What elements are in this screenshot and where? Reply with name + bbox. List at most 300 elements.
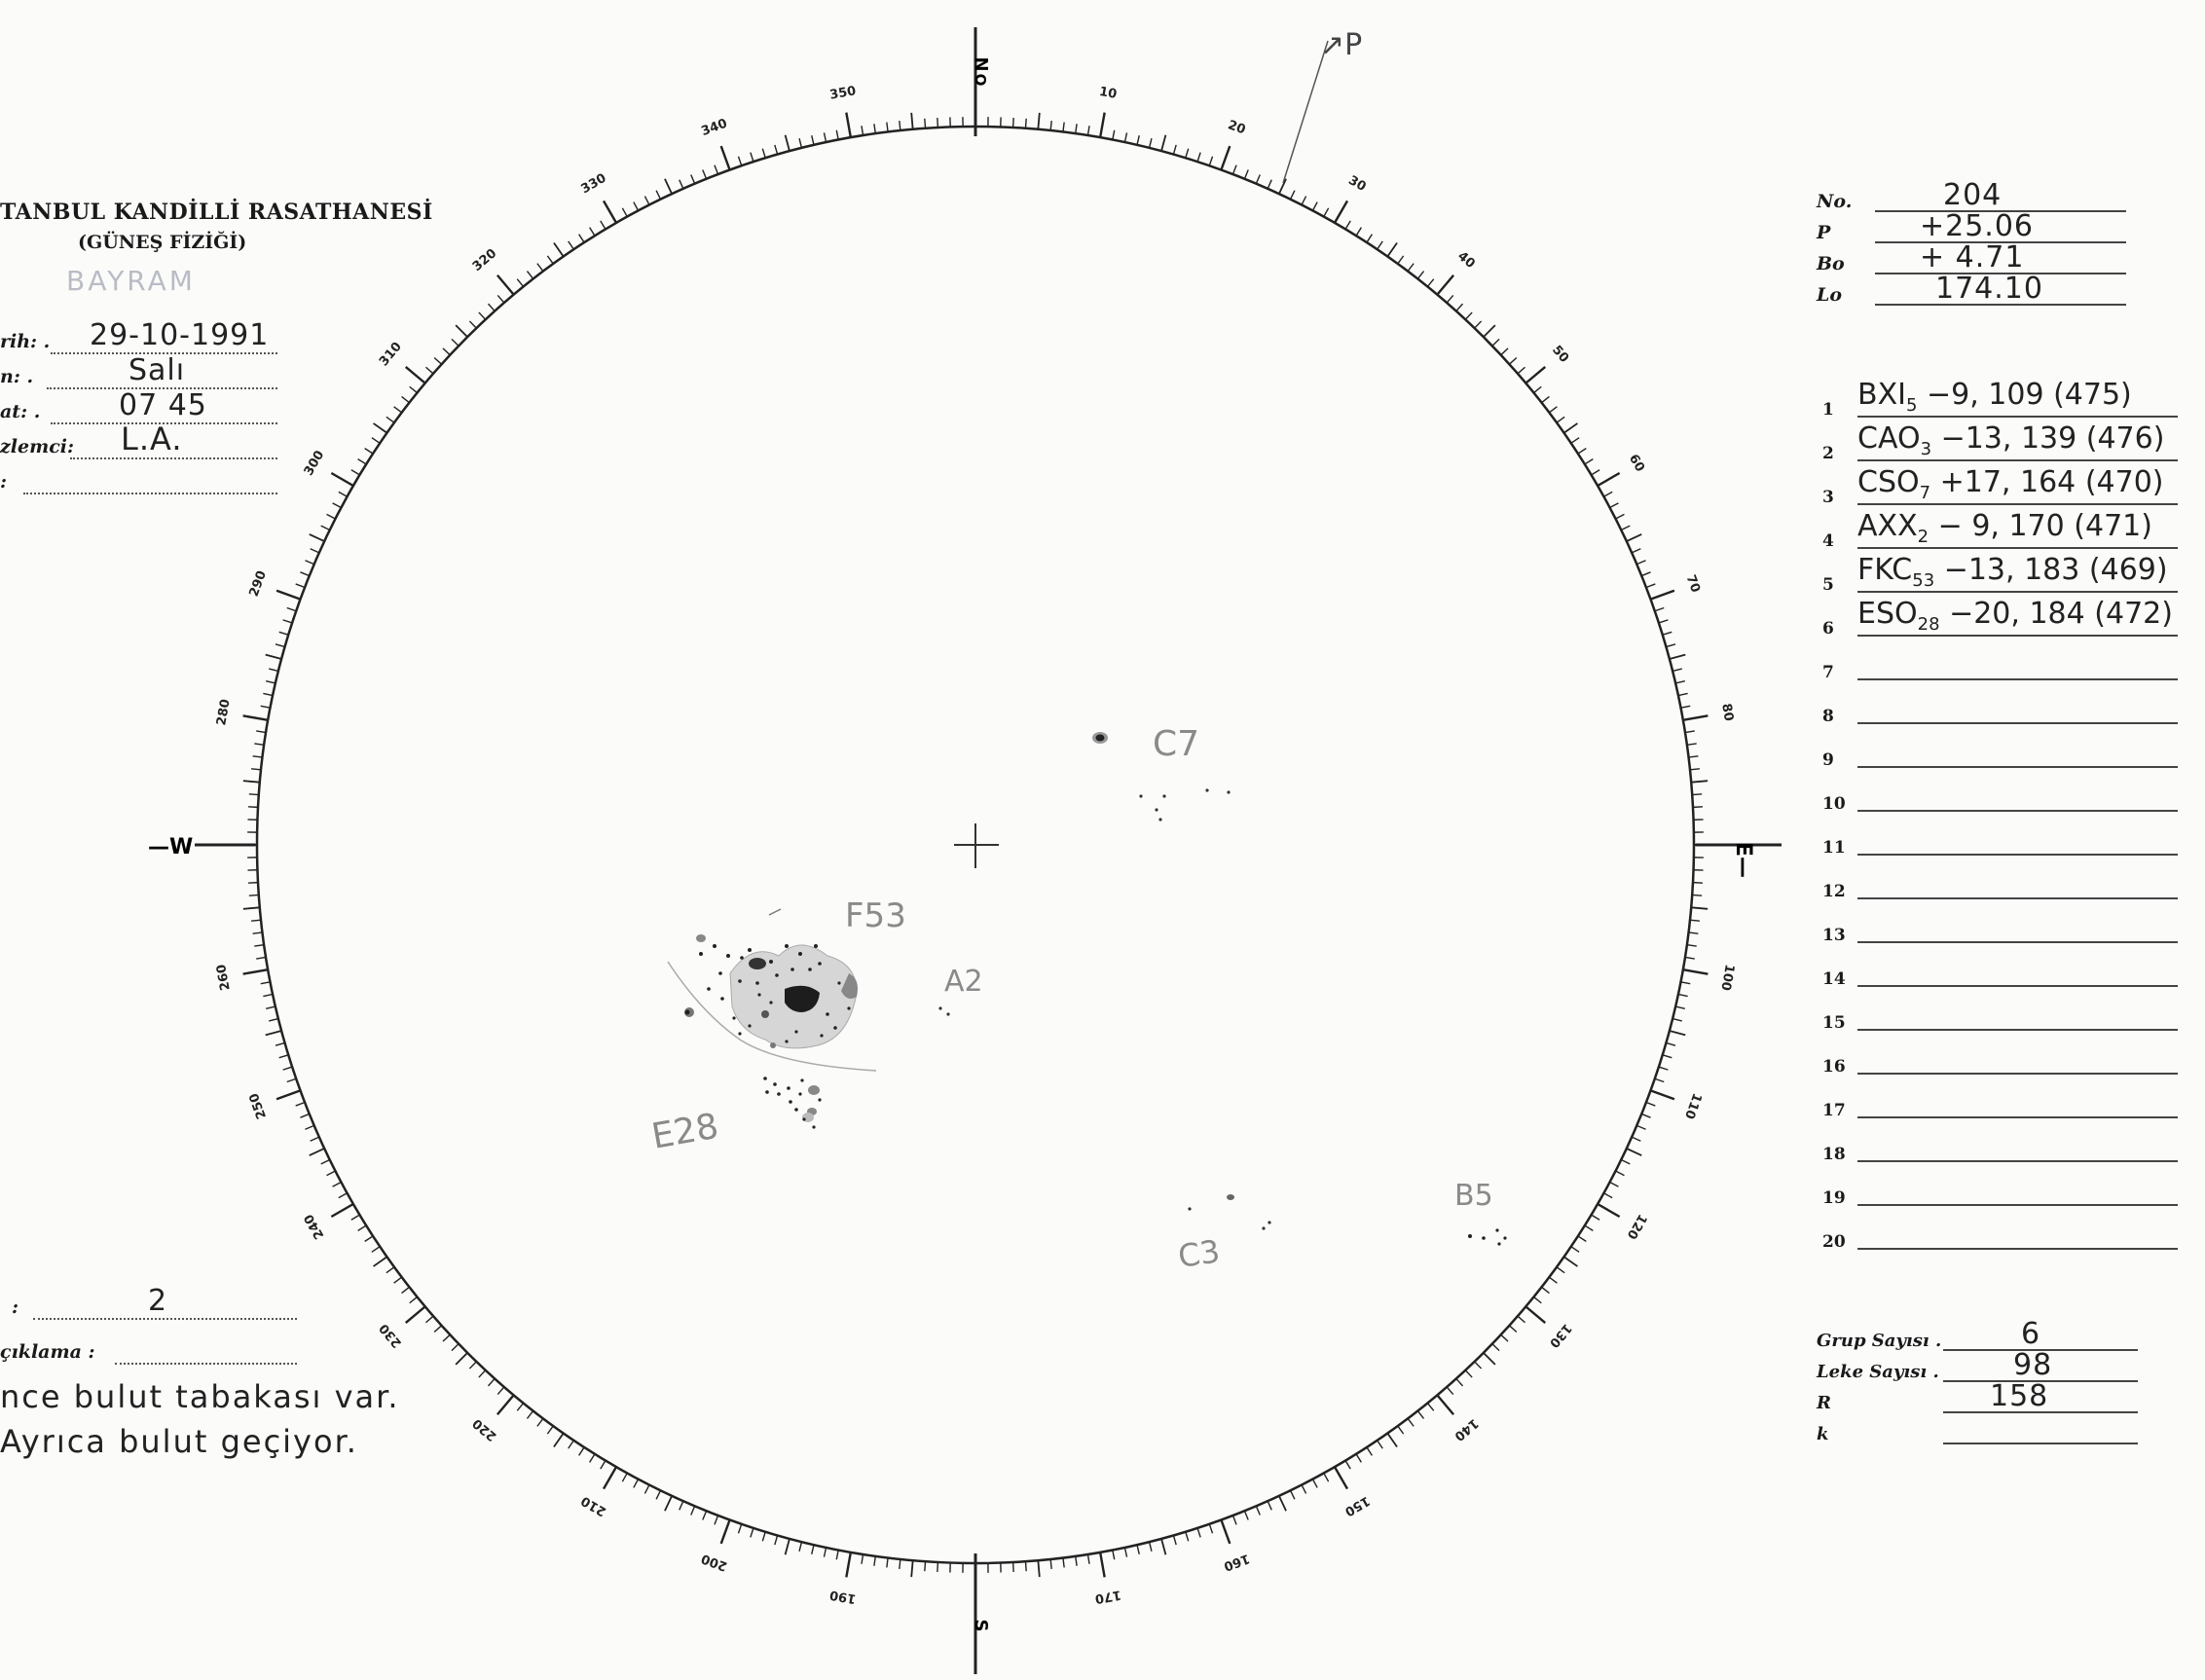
degree-label: 130	[1546, 1320, 1575, 1351]
degree-tick	[1663, 632, 1672, 635]
field-quality: : 2	[0, 1287, 297, 1326]
degree-tick	[1578, 449, 1586, 454]
degree-tick	[339, 492, 348, 496]
degree-tick	[1345, 221, 1350, 230]
degree-tick	[622, 208, 627, 217]
group-row: 18	[1822, 1129, 2178, 1168]
degree-label: 110	[1681, 1090, 1705, 1121]
degree-tick	[1650, 1090, 1673, 1099]
degree-tick	[1627, 1149, 1641, 1155]
degree-tick	[547, 256, 553, 264]
degree-tick	[269, 669, 278, 671]
degree-tick	[1244, 169, 1248, 178]
degree-tick	[1256, 174, 1260, 183]
degree-label: 100	[1717, 963, 1737, 992]
degree-label: 160	[1221, 1551, 1252, 1574]
south-label: S	[971, 1619, 991, 1632]
degree-tick	[1678, 693, 1688, 695]
field-day: n: . Salı	[0, 356, 277, 395]
degree-tick	[279, 1055, 289, 1058]
degree-label: 230	[376, 1320, 405, 1351]
spot-label-e28: E28	[648, 1106, 722, 1157]
degree-label: 70	[1682, 572, 1703, 595]
degree-tick	[1603, 1193, 1612, 1198]
degree-tick	[287, 1078, 296, 1081]
degree-tick	[1087, 126, 1089, 135]
degree-tick	[1013, 1562, 1014, 1572]
degree-tick	[874, 124, 875, 133]
degree-tick	[1038, 113, 1039, 129]
degree-tick	[1690, 769, 1700, 770]
degree-tick	[266, 655, 281, 659]
param-bo-value: + 4.71	[1920, 240, 2025, 274]
degree-tick	[1675, 1006, 1685, 1008]
degree-tick	[266, 681, 276, 683]
degree-tick	[1501, 1334, 1508, 1341]
degree-tick	[456, 1353, 467, 1365]
degree-tick	[590, 1454, 595, 1462]
degree-tick	[1221, 1519, 1230, 1543]
degree-tick	[1113, 130, 1115, 140]
degree-tick	[305, 561, 313, 565]
degree-tick	[1542, 396, 1550, 402]
degree-tick	[1063, 123, 1064, 132]
degree-tick	[266, 1006, 276, 1008]
degree-tick	[276, 1090, 300, 1099]
degree-label: 220	[469, 1415, 500, 1444]
degree-tick	[590, 228, 595, 236]
degree-tick	[911, 113, 912, 129]
degree-tick	[537, 1418, 543, 1426]
degree-label: 40	[1454, 248, 1478, 272]
degree-tick	[1585, 1225, 1593, 1230]
degree-tick	[1685, 957, 1695, 959]
group-row: 13	[1822, 910, 2178, 949]
degree-label: 350	[828, 84, 858, 103]
degree-tick	[452, 339, 459, 346]
degree-tick	[604, 201, 616, 223]
degree-tick	[644, 1485, 649, 1494]
spot-label-c7: C7	[1153, 724, 1200, 764]
degree-tick	[1693, 883, 1703, 884]
degree-tick	[775, 1535, 778, 1545]
degree-tick	[1680, 706, 1690, 708]
degree-tick	[311, 549, 319, 553]
degree-tick	[1672, 1019, 1682, 1021]
degree-tick	[762, 149, 765, 159]
degree-tick	[425, 367, 433, 374]
degree-tick	[1621, 526, 1630, 530]
degree-tick	[351, 1215, 360, 1220]
group-row: 19	[1822, 1173, 2178, 1212]
group-row: 17	[1822, 1085, 2178, 1124]
degree-tick	[1232, 1516, 1236, 1524]
degree-tick	[1456, 1378, 1463, 1385]
field-time-value: 07 45	[119, 388, 207, 422]
degree-tick	[1542, 1287, 1550, 1293]
degree-tick	[1598, 473, 1620, 486]
degree-tick	[1571, 438, 1579, 444]
spot-label-c3: C3	[1175, 1232, 1223, 1275]
field-day-value: Salı	[129, 353, 186, 387]
degree-tick	[862, 1554, 864, 1564]
sunspot-group-a2	[938, 1006, 949, 1015]
degree-tick	[1378, 1441, 1383, 1448]
degree-tick	[1232, 165, 1236, 174]
param-p: P +25.06	[1817, 216, 2126, 247]
degree-tick	[1549, 1277, 1557, 1283]
degree-label: 300	[301, 448, 328, 479]
degree-tick	[1186, 149, 1189, 159]
north-label: N	[971, 56, 991, 72]
degree-tick	[1475, 1362, 1482, 1369]
degree-label: 250	[246, 1090, 270, 1121]
degree-tick	[1683, 715, 1709, 720]
degree-tick	[1492, 339, 1499, 346]
degree-tick	[1279, 179, 1286, 194]
degree-tick	[254, 945, 264, 946]
group-row: 10	[1822, 779, 2178, 818]
group-row: 20	[1822, 1217, 2178, 1256]
degree-tick	[1534, 386, 1542, 392]
degree-tick	[321, 1160, 330, 1164]
degree-tick	[925, 119, 926, 128]
degree-tick	[1456, 304, 1463, 310]
degree-tick	[1610, 503, 1619, 508]
degree-tick	[287, 607, 296, 610]
degree-tick	[751, 153, 753, 163]
degree-tick	[1691, 907, 1708, 908]
degree-tick	[479, 312, 486, 319]
degree-tick	[1100, 1552, 1105, 1578]
degree-label: 340	[699, 116, 730, 139]
degree-tick	[1687, 945, 1697, 946]
degree-tick	[1655, 1078, 1664, 1081]
degree-tick	[1636, 1125, 1645, 1129]
degree-tick	[251, 769, 261, 770]
degree-tick	[579, 1447, 584, 1455]
degree-tick	[1312, 202, 1317, 211]
degree-tick	[327, 1171, 336, 1176]
group-row: 8	[1822, 691, 2178, 730]
degree-tick	[402, 1287, 410, 1293]
degree-tick	[836, 130, 838, 140]
degree-tick	[1268, 180, 1271, 189]
comment-line-2: Ayrıca bulut geçiyor.	[0, 1423, 358, 1460]
degree-tick	[1025, 1561, 1026, 1571]
degree-label: 290	[246, 568, 270, 600]
degree-tick	[300, 1114, 309, 1117]
degree-tick	[1076, 124, 1077, 133]
field-date: rih: . 29-10-1991	[0, 321, 277, 360]
degree-tick	[1663, 1055, 1672, 1058]
degree-tick	[434, 357, 441, 364]
degree-tick	[874, 1556, 875, 1566]
degree-tick	[269, 1019, 278, 1021]
degree-tick	[517, 279, 523, 287]
degree-tick	[305, 1125, 313, 1129]
degree-tick	[1398, 1426, 1404, 1434]
sunspot-group-f53	[684, 909, 858, 1048]
degree-tick	[554, 1434, 564, 1447]
degree-tick	[1050, 1559, 1051, 1569]
degree-tick	[311, 1137, 319, 1141]
degree-tick	[365, 1236, 373, 1241]
spot-label-b5: B5	[1454, 1179, 1493, 1213]
degree-tick	[406, 1306, 425, 1323]
degree-tick	[1124, 132, 1126, 142]
degree-tick	[1592, 470, 1600, 475]
degree-tick	[1492, 1344, 1499, 1351]
param-lo: Lo 174.10	[1817, 278, 2126, 310]
degree-tick	[925, 1561, 926, 1571]
degree-tick	[1525, 1306, 1545, 1323]
degree-tick	[751, 1528, 753, 1538]
degree-tick	[1137, 135, 1139, 145]
degree-tick	[517, 1404, 523, 1411]
degree-tick	[256, 957, 266, 959]
degree-tick	[1398, 256, 1404, 264]
degree-tick	[703, 1511, 707, 1519]
degree-tick	[1417, 1411, 1423, 1419]
degree-tick	[1437, 1395, 1453, 1414]
degree-tick	[1685, 731, 1695, 733]
group-row: 16	[1822, 1041, 2178, 1080]
degree-tick	[1150, 138, 1152, 148]
degree-tick	[1501, 348, 1508, 355]
degree-tick	[799, 1542, 801, 1552]
degree-tick	[243, 907, 260, 908]
degree-tick	[1367, 235, 1372, 242]
degree-tick	[1557, 1267, 1564, 1273]
degree-label: 310	[376, 339, 405, 370]
degree-tick	[456, 325, 467, 337]
degree-tick	[601, 221, 606, 230]
degree-tick	[1324, 208, 1329, 217]
degree-tick	[1484, 1353, 1495, 1365]
degree-tick	[1475, 321, 1482, 328]
degree-tick	[279, 632, 289, 635]
degree-tick	[331, 1204, 353, 1217]
degree-tick	[261, 982, 271, 984]
degree-tick	[1161, 1539, 1165, 1554]
degree-tick	[812, 135, 814, 145]
degree-tick	[1670, 655, 1685, 659]
degree-tick	[394, 407, 402, 413]
degree-tick	[887, 123, 888, 132]
param-no-value: 204	[1943, 178, 2003, 212]
degree-tick	[569, 1441, 574, 1448]
degree-tick	[497, 275, 514, 295]
param-no: No. 204	[1817, 185, 2126, 216]
degree-tick	[656, 191, 660, 200]
degree-tick	[547, 1426, 553, 1434]
degree-tick	[488, 304, 495, 310]
degree-tick	[256, 731, 266, 733]
degree-tick	[1616, 1171, 1625, 1176]
degree-tick	[799, 138, 801, 148]
group-row: 1 $BXI_5 -9$, 109 (475)	[1822, 384, 2178, 423]
degree-label: 50	[1549, 343, 1572, 366]
degree-tick	[276, 1042, 285, 1045]
degree-tick	[276, 644, 285, 647]
degree-tick	[1688, 932, 1698, 933]
degree-tick	[1692, 794, 1702, 795]
degree-tick	[1417, 272, 1423, 279]
degree-tick	[1437, 275, 1453, 295]
degree-tick	[497, 1395, 514, 1414]
summary-k: k	[1817, 1417, 2138, 1448]
degree-tick	[443, 1334, 450, 1341]
degree-tick	[680, 180, 683, 189]
degree-tick	[691, 174, 695, 183]
degree-tick	[1447, 1387, 1453, 1395]
group-row: 4 $AXX_2 - 9$, 170 (471)	[1822, 516, 2178, 555]
degree-tick	[846, 113, 851, 138]
degree-tick	[1655, 607, 1664, 610]
degree-tick	[261, 706, 271, 708]
degree-tick	[406, 367, 425, 383]
degree-tick	[1650, 591, 1673, 600]
degree-tick	[497, 1387, 504, 1395]
degree-tick	[434, 1326, 441, 1333]
degree-tick	[775, 145, 778, 155]
degree-tick	[634, 202, 639, 211]
east-label: E—	[1731, 842, 1755, 879]
degree-tick	[1675, 681, 1685, 683]
degree-tick	[1636, 561, 1645, 565]
degree-tick	[243, 715, 269, 720]
degree-tick	[1427, 279, 1433, 287]
degree-tick	[1408, 1418, 1414, 1426]
degree-tick	[1150, 1542, 1152, 1552]
degree-tick	[283, 1067, 293, 1070]
degree-tick	[488, 1378, 495, 1385]
degree-tick	[862, 126, 864, 135]
degree-tick	[680, 1501, 683, 1510]
degree-tick	[1465, 1370, 1472, 1377]
pole-label: ↗P	[1320, 28, 1363, 62]
degree-tick	[1518, 1316, 1525, 1323]
degree-tick	[1279, 1496, 1286, 1511]
degree-tick	[1509, 1326, 1516, 1333]
degree-tick	[1534, 1297, 1542, 1302]
degree-tick	[1683, 969, 1709, 974]
degree-tick	[386, 1267, 394, 1273]
department-subtitle: (GÜNEŞ FİZİĞİ)	[78, 232, 247, 253]
degree-tick	[579, 235, 584, 242]
degree-tick	[1197, 1528, 1200, 1538]
degree-tick	[1465, 312, 1472, 319]
degree-tick	[1659, 1067, 1669, 1070]
comment-line-1: nce bulut tabakası var.	[0, 1378, 400, 1415]
institution-title: TANBUL KANDİLLİ RASATHANESİ	[0, 200, 433, 225]
degree-tick	[604, 1467, 616, 1489]
degree-tick	[1666, 1042, 1675, 1045]
degree-tick	[1387, 1434, 1397, 1447]
degree-tick	[1646, 584, 1655, 588]
degree-tick	[1646, 1102, 1655, 1106]
degree-tick	[248, 883, 258, 884]
degree-tick	[1518, 367, 1525, 374]
degree-tick	[372, 438, 380, 444]
field-date-value: 29-10-1991	[90, 318, 270, 352]
degree-tick	[1670, 1031, 1685, 1035]
degree-tick	[846, 1552, 851, 1578]
west-label: —W	[148, 835, 194, 859]
degree-tick	[1564, 423, 1578, 433]
degree-tick	[276, 591, 300, 600]
degree-tick	[738, 157, 741, 165]
degree-tick	[339, 1193, 348, 1198]
degree-label: 190	[828, 1587, 858, 1606]
field-comment: çıklama :	[0, 1332, 297, 1370]
degree-tick	[1603, 492, 1612, 496]
degree-tick	[622, 1473, 627, 1481]
degree-tick	[1124, 1548, 1126, 1557]
degree-tick	[402, 396, 410, 402]
degree-tick	[715, 1516, 718, 1524]
degree-tick	[824, 132, 826, 142]
degree-tick	[321, 526, 330, 530]
degree-tick	[479, 1370, 486, 1377]
degree-tick	[715, 165, 718, 174]
degree-tick	[762, 1532, 765, 1542]
degree-tick	[327, 514, 336, 519]
group-row: 14	[1822, 954, 2178, 993]
degree-tick	[1592, 1215, 1600, 1220]
degree-tick	[351, 470, 360, 475]
degree-label: 330	[578, 170, 609, 198]
group-row: 5 $FKC_{53} -13$, 183 (469)	[1822, 560, 2178, 599]
degree-tick	[644, 197, 649, 205]
degree-tick	[1324, 1473, 1329, 1481]
summary-spot-count: Leke Sayısı . 98	[1817, 1355, 2138, 1386]
degree-tick	[1302, 1485, 1306, 1494]
group-row: 11	[1822, 822, 2178, 861]
degree-tick	[1525, 367, 1545, 383]
degree-tick	[601, 1461, 606, 1470]
degree-tick	[656, 1490, 660, 1499]
field-observer-value: L.A.	[121, 420, 183, 457]
degree-tick	[254, 744, 264, 745]
degree-label: 210	[578, 1492, 609, 1519]
degree-tick	[333, 503, 342, 508]
degree-tick	[1173, 145, 1176, 155]
degree-tick	[243, 969, 269, 974]
degree-tick	[1221, 146, 1230, 169]
degree-tick	[251, 920, 261, 921]
degree-tick	[537, 264, 543, 272]
degree-tick	[1312, 1479, 1317, 1488]
degree-tick	[1345, 1461, 1350, 1470]
degree-tick	[1621, 1160, 1630, 1164]
degree-label: 320	[469, 245, 500, 274]
degree-tick	[1087, 1554, 1089, 1564]
group-row: 3 $CSO_7 +17$, 164 (470)	[1822, 472, 2178, 511]
group-row: 6 $ESO_{28} -20$, 184 (472)	[1822, 603, 2178, 642]
degree-tick	[1688, 756, 1698, 757]
center-crosshair	[954, 823, 999, 868]
group-row: 15	[1822, 998, 2178, 1037]
degree-tick	[937, 118, 938, 128]
sunspot-group-b5	[1468, 1228, 1507, 1245]
field-observer: zlemci: L.A.	[0, 426, 277, 465]
degree-tick	[1013, 118, 1014, 128]
degree-tick	[1447, 295, 1453, 303]
degree-tick	[1113, 1550, 1115, 1559]
degree-tick	[1387, 243, 1397, 257]
